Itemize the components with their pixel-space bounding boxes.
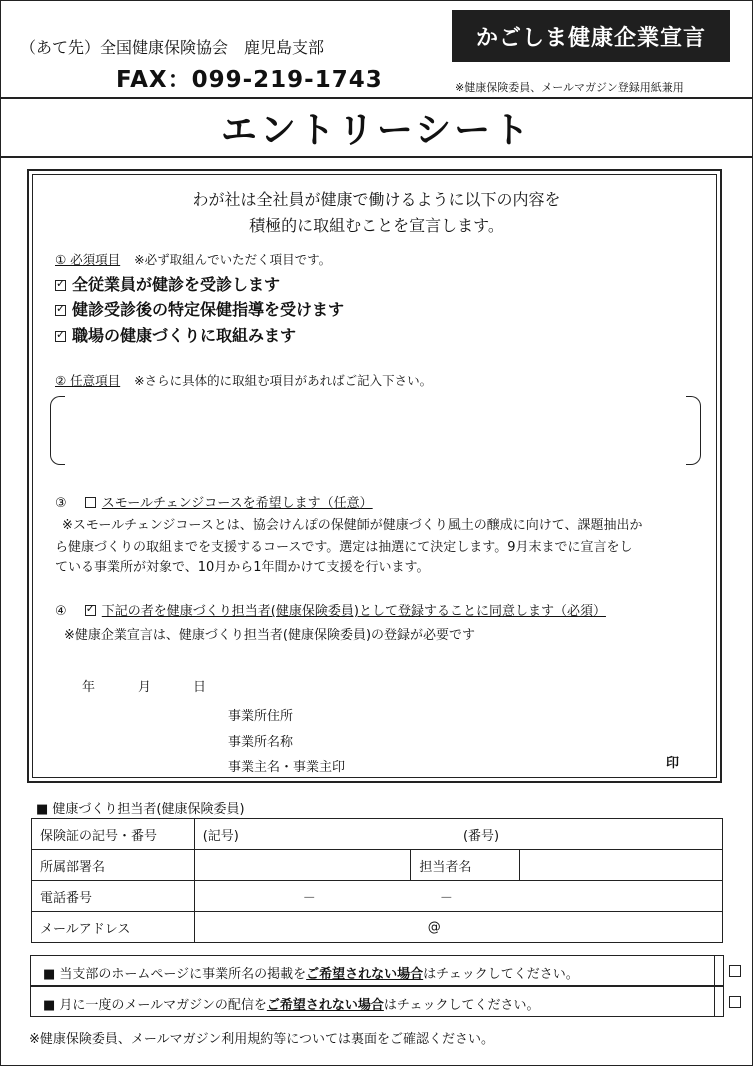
divider <box>714 956 715 985</box>
fax-number: FAX：099-219-1743 <box>116 67 383 93</box>
section-3-header <box>55 492 373 511</box>
phone-dash: － <box>302 890 316 906</box>
date-year-label: 年 <box>82 680 96 695</box>
date-month-label: 月 <box>138 680 152 695</box>
person-info-table <box>31 818 723 943</box>
newsletter-optout-text: ■ 月に一度のメールマガジンの配信をご希望されない場合はチェックしてください。 <box>43 998 540 1013</box>
phone-label: 電話番号 <box>32 881 195 912</box>
person-name-label: 担当者名 <box>411 850 520 881</box>
section-3-number: ③ <box>55 496 67 511</box>
free-text-bracket-left <box>50 396 65 465</box>
consent-checkbox[interactable] <box>85 605 96 616</box>
small-change-checkbox[interactable] <box>85 497 96 508</box>
declaration-line-2: 積極的に取組むことを宣言します。 <box>249 216 504 235</box>
company-name-label: 事業所名称 <box>228 735 294 750</box>
homepage-optout-text: ■ 当支部のホームページに事業所名の掲載をご希望されない場合はチェックしてください。 <box>43 967 579 982</box>
footer-note: ※健康保険委員、メールマガジン利用規約等については裏面をご確認ください。 <box>29 1032 495 1047</box>
section-1-heading: ① 必須項目 <box>55 252 121 267</box>
seal-mark: 印 <box>666 756 680 771</box>
phone-input[interactable] <box>194 881 722 912</box>
required-item-label: 全従業員が健診を受診します <box>72 275 281 294</box>
symbol-label: (記号) <box>202 828 239 844</box>
free-text-bracket-right <box>686 396 701 465</box>
page-title: エントリーシート <box>220 110 533 151</box>
checked-box-icon <box>55 280 66 291</box>
section-3-description: ている事業所が対象で、10月から1年間かけて支援を行います。 <box>55 560 430 575</box>
section-3-label: スモールチェンジコースを希望します（任意） <box>101 496 373 511</box>
section-4-number: ④ <box>55 604 67 619</box>
section-2-header <box>55 371 432 389</box>
homepage-optout-row <box>30 955 724 986</box>
divider <box>0 97 753 99</box>
insurance-label: 保険証の記号・番号 <box>32 819 195 850</box>
divider <box>0 156 753 158</box>
email-label: メールアドレス <box>32 912 195 943</box>
program-banner: かごしま健康企業宣言 <box>452 10 730 62</box>
checked-box-icon <box>55 331 66 342</box>
person-name-input[interactable] <box>520 850 723 881</box>
company-address-label: 事業所住所 <box>228 709 294 724</box>
required-item <box>55 272 280 295</box>
divider <box>714 987 715 1016</box>
phone-dash: － <box>439 890 453 906</box>
section-2-note: ※さらに具体的に取組む項目があればご記入下さい。 <box>134 373 433 388</box>
section-1-header <box>55 250 331 268</box>
number-label: (番号) <box>462 828 500 844</box>
required-item-label: 職場の健康づくりに取組みます <box>72 326 297 345</box>
required-item <box>55 297 344 320</box>
company-owner-label: 事業主名・事業主印 <box>228 760 346 775</box>
homepage-optout-checkbox[interactable] <box>729 965 741 977</box>
newsletter-optout-checkbox[interactable] <box>729 996 741 1008</box>
insurance-input[interactable] <box>194 819 722 850</box>
form-usage-note: ※健康保険委員、メールマガジン登録用紙兼用 <box>455 81 684 94</box>
checked-box-icon <box>55 305 66 316</box>
optional-items-input[interactable] <box>66 398 684 461</box>
department-label: 所属部署名 <box>32 850 195 881</box>
section-4-label: 下記の者を健康づくり担当者(健康保険委員)として登録することに同意します（必須） <box>101 604 606 619</box>
recipient-address: （あて先）全国健康保険協会 鹿児島支部 <box>20 38 325 57</box>
declaration-line-1: わが社は全社員が健康で働けるように以下の内容を <box>192 190 561 209</box>
section-1-note: ※必ず取組んでいただく項目です。 <box>134 252 332 267</box>
required-item <box>55 323 296 346</box>
required-item-label: 健診受診後の特定保健指導を受けます <box>72 300 345 319</box>
person-section-heading: ■ 健康づくり担当者(健康保険委員) <box>36 802 245 817</box>
section-4-note: ※健康企業宣言は、健康づくり担当者(健康保険委員)の登録が必要です <box>64 628 476 643</box>
section-2-heading: ② 任意項目 <box>55 373 121 388</box>
section-4-header <box>55 600 606 619</box>
newsletter-optout-row <box>30 986 724 1017</box>
email-input[interactable] <box>194 912 722 943</box>
section-3-description: ら健康づくりの取組までを支援するコースです。選定は抽選にて決定します。9月末までに宣言をし <box>55 540 633 555</box>
section-3-description: ※スモールチェンジコースとは、協会けんぽの保健師が健康づくり風土の醸成に向けて、課題抽出か <box>62 518 643 533</box>
email-at: @ <box>427 919 441 935</box>
department-input[interactable] <box>194 850 411 881</box>
date-day-label: 日 <box>193 680 207 695</box>
